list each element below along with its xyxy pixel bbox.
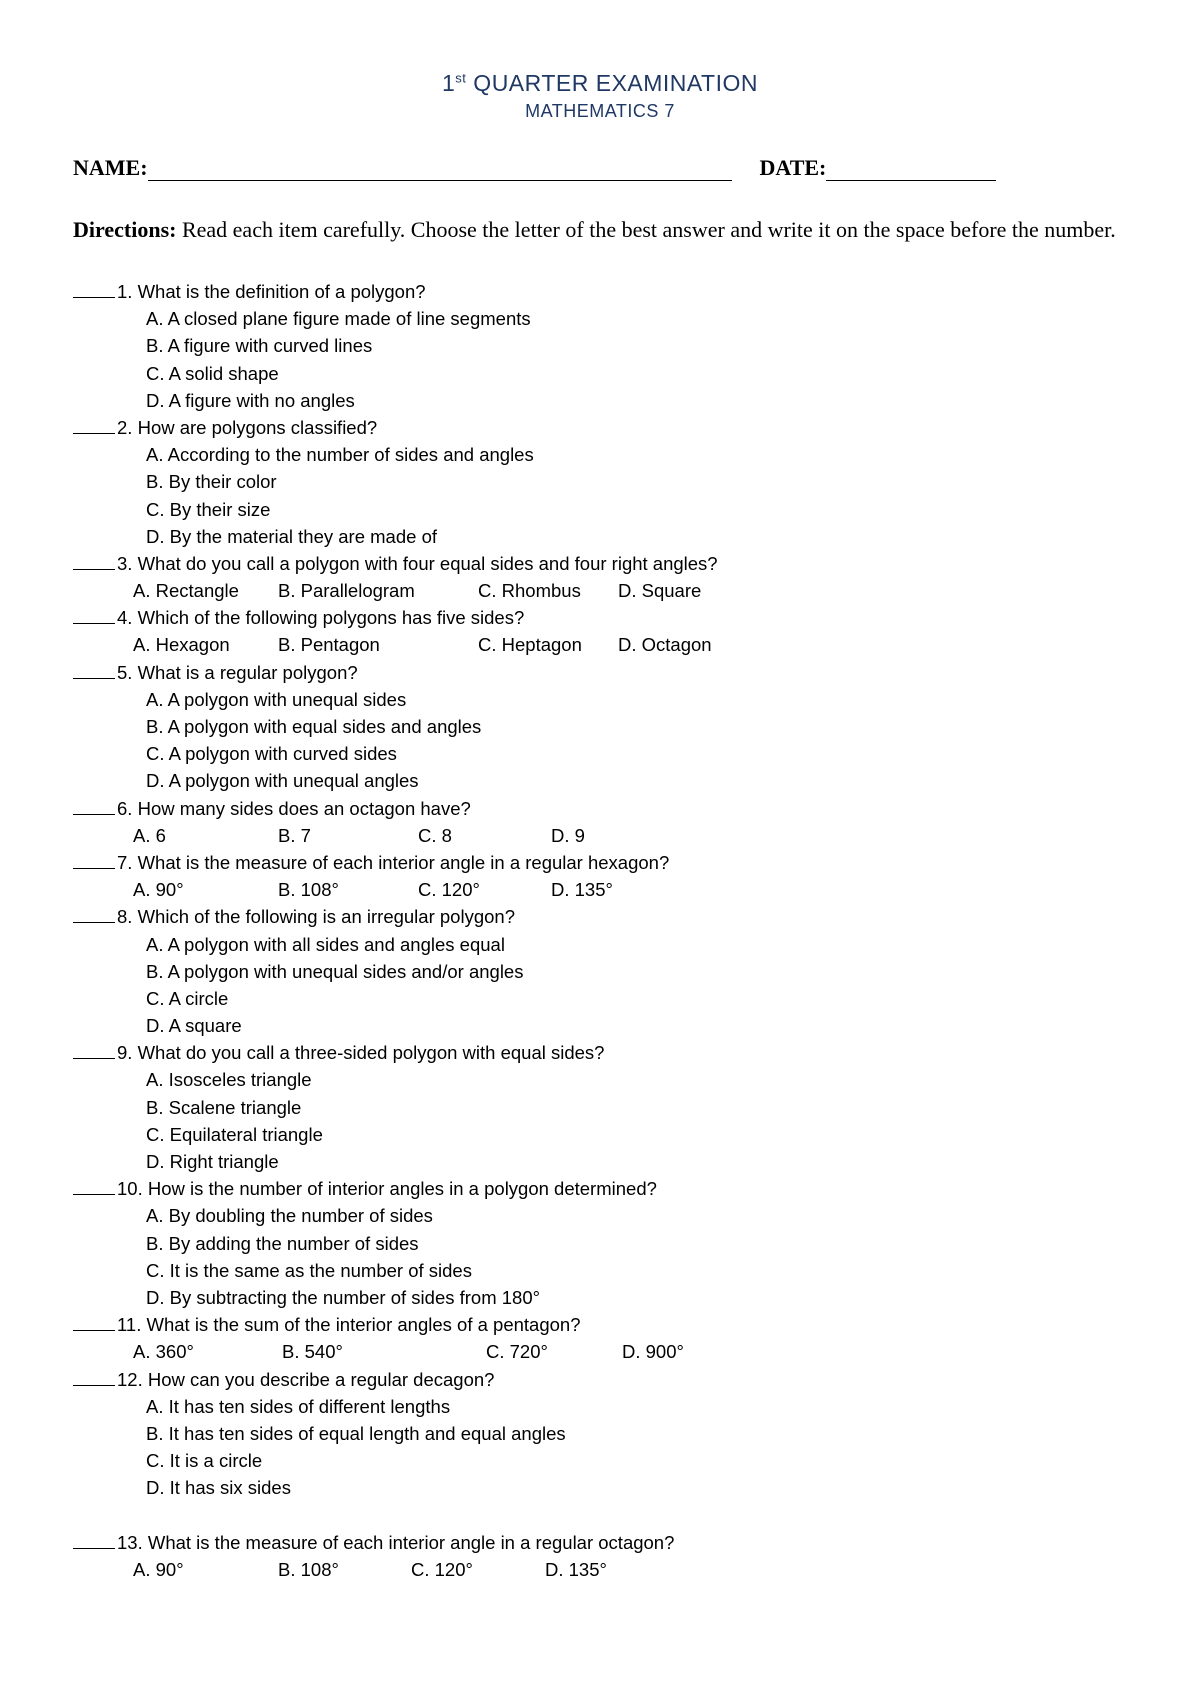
answer-option: D. 135°	[551, 879, 613, 901]
answer-option: D. A polygon with unequal angles	[146, 770, 419, 792]
question-number: 5.	[117, 661, 133, 683]
answer-option: A. 90°	[133, 1558, 184, 1580]
answer-option: D. Right triangle	[146, 1151, 279, 1172]
answer-option: B. A figure with curved lines	[146, 335, 373, 357]
answer-option: B. Scalene triangle	[146, 1096, 302, 1118]
answer-option: C. 720°	[486, 1341, 548, 1363]
question-number: 13.	[117, 1531, 143, 1553]
answer-option: C. Equilateral triangle	[146, 1123, 323, 1145]
answer-option: C. A solid shape	[146, 362, 279, 384]
answer-option: A. Hexagon	[133, 634, 230, 656]
answer-option: B. Pentagon	[278, 634, 380, 656]
answer-option: D. Octagon	[618, 634, 712, 656]
option-row	[73, 577, 1153, 604]
question-text: What is the measure of each interior angle in a regular octagon?	[147, 1531, 675, 1553]
question-text: How many sides does an octagon have?	[137, 797, 471, 819]
question-item	[73, 849, 1153, 876]
question-number: 10.	[117, 1178, 143, 1200]
question-item	[73, 1175, 1153, 1202]
answer-option: D. By subtracting the number of sides from 180°	[146, 1286, 541, 1308]
date-field[interactable]	[826, 160, 996, 181]
question-text: How is the number of interior angles in a polygon determined?	[147, 1178, 657, 1200]
answer-option: A. 360°	[133, 1341, 194, 1363]
answer-option: C. 8	[418, 824, 452, 846]
answer-blank[interactable]	[73, 1040, 115, 1059]
answer-blank[interactable]	[73, 1312, 115, 1331]
date-label: DATE:	[759, 155, 827, 180]
answer-option: A. By doubling the number of sides	[146, 1205, 433, 1227]
option-row	[73, 631, 1153, 658]
answer-option: D. Square	[618, 580, 702, 602]
question-number: 7.	[117, 851, 133, 873]
exam-title: 1st QUARTER EXAMINATION	[442, 70, 758, 96]
question-text: How are polygons classified?	[137, 416, 378, 438]
answer-blank[interactable]	[73, 1176, 115, 1195]
student-fields	[73, 155, 996, 181]
answer-option: B. 540°	[282, 1341, 343, 1363]
question-number: 11.	[117, 1314, 142, 1336]
answer-option: C. A circle	[146, 987, 229, 1009]
answer-option: B. 108°	[278, 879, 339, 901]
answer-option: A. According to the number of sides and angles	[146, 444, 534, 466]
option-row	[73, 822, 1153, 849]
question-number: 8.	[117, 906, 133, 928]
answer-option: B. 108°	[278, 1558, 339, 1580]
answer-blank[interactable]	[73, 904, 115, 923]
question-item	[73, 278, 1153, 305]
question-number: 12.	[117, 1368, 143, 1390]
answer-option: D. 900°	[622, 1341, 684, 1363]
answer-option: A. A polygon with all sides and angles equal	[146, 933, 505, 955]
answer-option: B. A polygon with equal sides and angles	[146, 716, 482, 737]
answer-option: C. Heptagon	[478, 634, 582, 656]
answer-blank[interactable]	[73, 660, 115, 679]
question-text: What is a regular polygon?	[137, 661, 358, 683]
question-item	[73, 1529, 1153, 1556]
answer-option: A. It has ten sides of different lengths	[146, 1395, 451, 1417]
answer-option: C. 120°	[411, 1558, 473, 1580]
answer-option: A. 6	[133, 824, 166, 846]
answer-blank[interactable]	[73, 850, 115, 869]
answer-option: A. 90°	[133, 879, 184, 901]
question-item	[73, 1039, 1153, 1066]
answer-blank[interactable]	[73, 1530, 115, 1549]
question-item	[73, 604, 1153, 631]
option-row	[73, 1556, 1153, 1583]
spacer	[73, 1501, 1153, 1528]
question-number: 6.	[117, 797, 133, 819]
question-item	[73, 1311, 1153, 1338]
answer-option: D. 9	[551, 824, 585, 846]
question-number: 4.	[117, 607, 133, 629]
question-number: 9.	[117, 1042, 133, 1064]
question-item	[73, 659, 1153, 686]
question-number: 3.	[117, 552, 133, 574]
option-row	[73, 876, 1153, 903]
question-text: What do you call a polygon with four equal sides and four right angles?	[137, 552, 718, 574]
answer-option: D. A figure with no angles	[146, 389, 355, 411]
answer-blank[interactable]	[73, 551, 115, 570]
question-list	[73, 278, 1153, 1583]
name-field[interactable]	[148, 160, 732, 181]
question-text: Which of the following is an irregular polygon?	[137, 906, 515, 928]
answer-option: B. A polygon with unequal sides and/or angles	[146, 960, 524, 982]
answer-option: D. It has six sides	[146, 1477, 291, 1499]
directions-label: Directions:	[73, 217, 177, 242]
answer-option: B. Parallelogram	[278, 580, 415, 602]
question-text: Which of the following polygons has five sides?	[137, 607, 525, 629]
question-text: What is the measure of each interior angle in a regular hexagon?	[137, 851, 670, 873]
name-label: NAME:	[73, 155, 148, 180]
answer-option: D. By the material they are made of	[146, 525, 437, 547]
question-text: What is the sum of the interior angles of a pentagon?	[146, 1314, 581, 1336]
answer-option: A. Isosceles triangle	[146, 1069, 312, 1091]
answer-option: C. Rhombus	[478, 580, 581, 602]
question-item	[73, 414, 1153, 441]
answer-option: C. It is the same as the number of sides	[146, 1259, 472, 1281]
directions	[73, 214, 1141, 246]
option-row	[73, 1338, 1153, 1365]
answer-option: B. By adding the number of sides	[146, 1232, 419, 1254]
answer-option: D. 135°	[545, 1558, 607, 1580]
answer-option: C. It is a circle	[146, 1450, 263, 1472]
question-number: 2.	[117, 416, 133, 438]
answer-option: B. It has ten sides of equal length and equal angles	[146, 1422, 566, 1444]
answer-blank[interactable]	[73, 415, 115, 434]
question-text: How can you describe a regular decagon?	[147, 1368, 495, 1390]
answer-blank[interactable]	[73, 1367, 115, 1386]
answer-blank[interactable]	[73, 796, 115, 815]
answer-blank[interactable]	[73, 605, 115, 624]
directions-text: Read each item carefully. Choose the letter of the best answer and write it on the space before the number.	[176, 217, 1116, 242]
answer-option: D. A square	[146, 1015, 242, 1037]
question-item	[73, 550, 1153, 577]
question-item	[73, 1366, 1153, 1393]
answer-option: B. By their color	[146, 471, 277, 493]
answer-option: C. By their size	[146, 498, 271, 520]
question-text: What do you call a three-sided polygon with equal sides?	[137, 1042, 605, 1064]
question-text: What is the definition of a polygon?	[137, 281, 426, 302]
question-item	[73, 903, 1153, 930]
answer-option: B. 7	[278, 824, 311, 846]
question-item	[73, 795, 1153, 822]
exam-subtitle: MATHEMATICS 7	[525, 101, 675, 121]
answer-option: A. A closed plane figure made of line segments	[146, 308, 531, 330]
answer-blank[interactable]	[73, 279, 115, 298]
answer-option: C. A polygon with curved sides	[146, 743, 397, 765]
answer-option: C. 120°	[418, 879, 480, 901]
question-number: 1.	[117, 281, 133, 302]
answer-option: A. Rectangle	[133, 580, 239, 602]
answer-option: A. A polygon with unequal sides	[146, 688, 407, 710]
